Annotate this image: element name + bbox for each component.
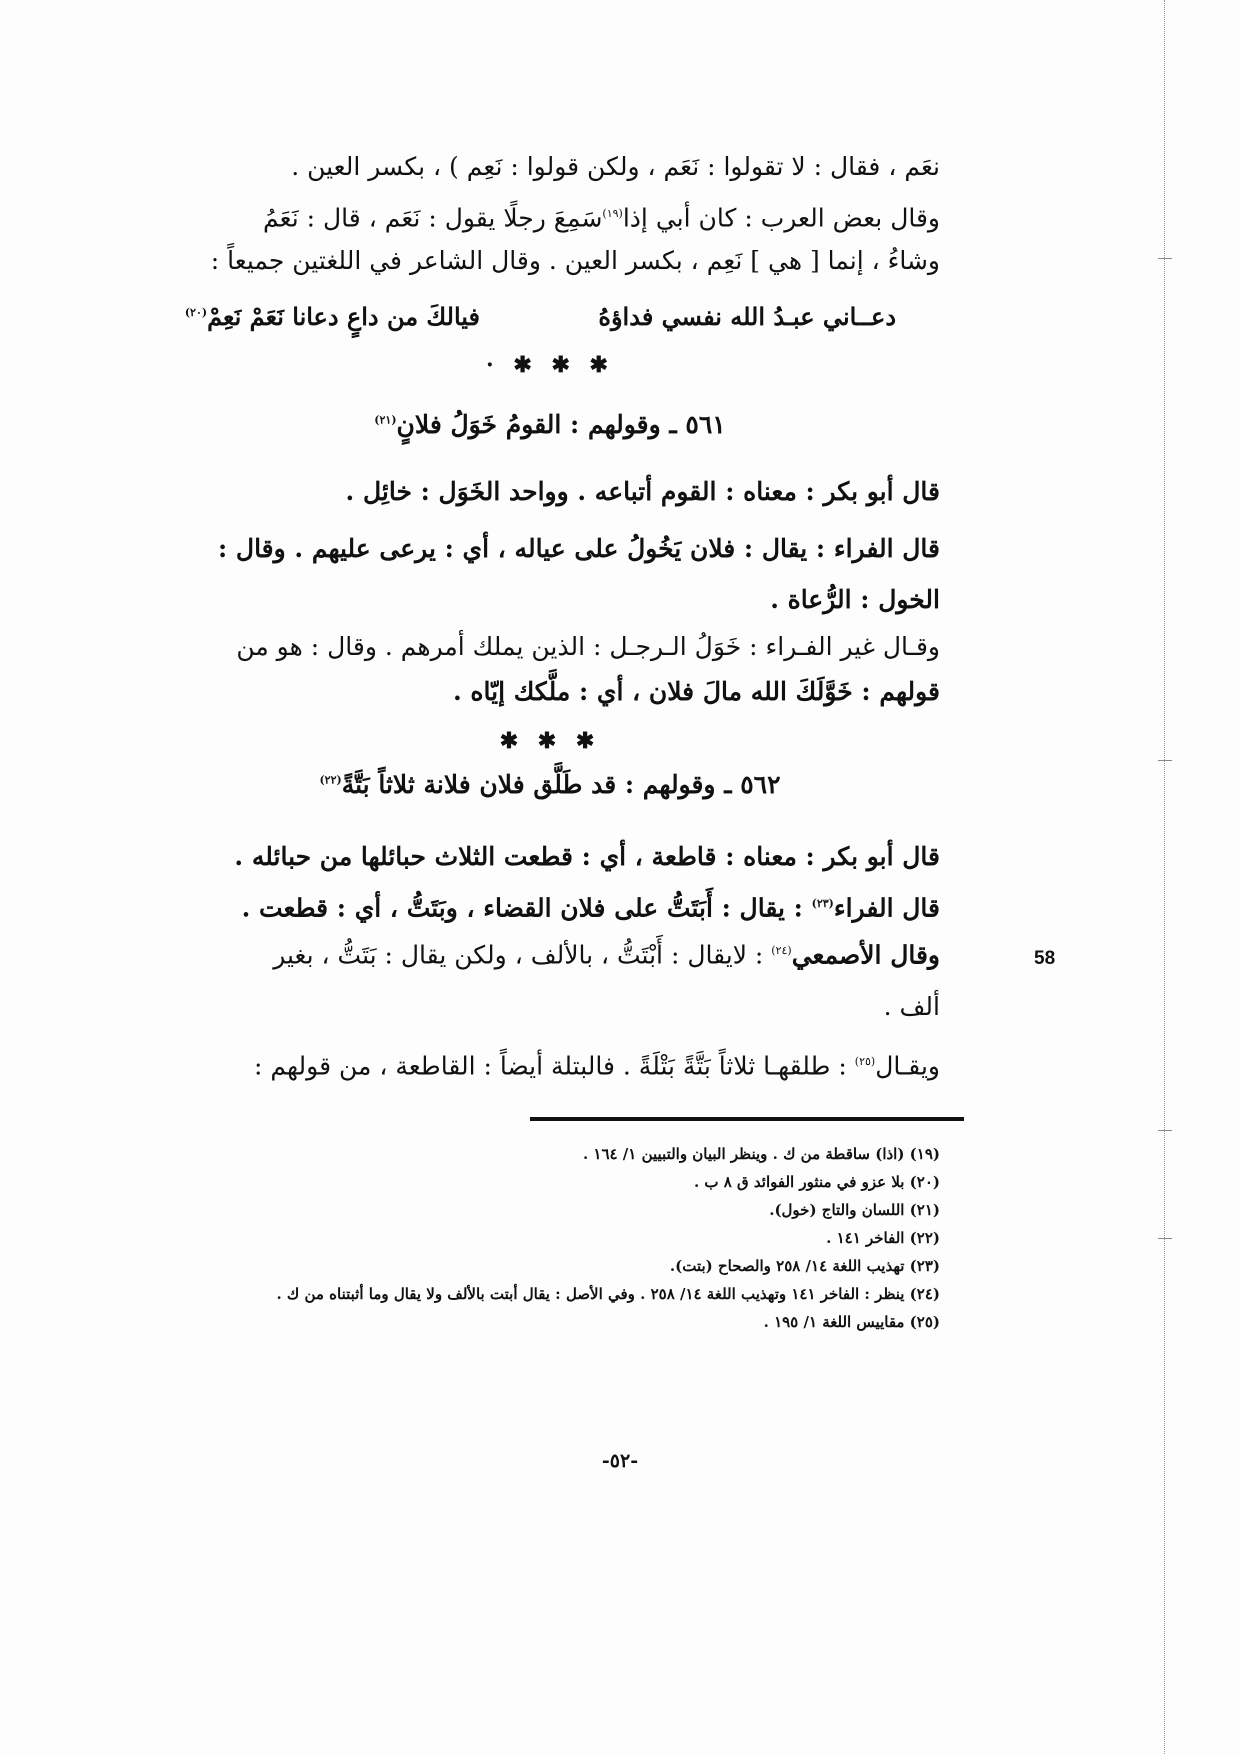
side-page-number: 58 <box>1034 948 1056 969</box>
section-separator: · ✱ ✱ ✱ <box>486 352 614 378</box>
footnote-ref: (٢٣) <box>811 897 834 910</box>
body-line <box>263 197 940 235</box>
body-line-part: : طلقهـا ثلاثاً بَتَّةً بَتْلَةً . فالبتلة أيضاً : القاطعة ، من قولهم : <box>254 1051 847 1081</box>
page-number: -٥٢- <box>601 1450 639 1472</box>
footnote-item: (٢٣) تهذيب اللغة ١٤/ ٢٥٨ والصحاح (بتت). <box>669 1257 940 1275</box>
body-line: الخول : الرُّعاة . <box>770 585 940 614</box>
body-line-part: : يقال : أَبَتَتُّ على فلان القضاء ، وبَتَتُّ ، أي : قطعت . <box>241 893 803 923</box>
body-line: قال أبو بكر : معناه : قاطعة ، أي : قطعت الثلاث حبائلها من حبائله . <box>234 842 940 871</box>
body-line <box>273 934 940 972</box>
section-separator: ✱ ✱ ✱ <box>499 728 601 754</box>
body-line: وقـال غير الفـراء : خَوَلُ الـرجـل : الذين يملك أمرهم . وقال : هو من <box>236 632 940 661</box>
scan-edge-tick <box>1158 258 1172 259</box>
footnote-rule <box>530 1117 964 1121</box>
body-line-part: قال الفراء <box>833 893 940 923</box>
footnote-item: (٢١) اللسان والتاج (خول). <box>769 1201 940 1219</box>
footnote-item: (٢٠) بلا عزو في منثور الفوائد ق ٨ ب . <box>693 1173 940 1191</box>
body-line-part: : لايقال : أَبْتَتُّ ، بالألف ، ولكن يقال : بَتَتُّ ، بغير <box>273 940 764 970</box>
body-line: ألف . <box>883 992 940 1021</box>
footnote-item: (٢٥) مقاييس اللغة ١/ ١٩٥ . <box>763 1313 940 1331</box>
footnote-item: (١٩) (اذا) ساقطة من ك . وينظر البيان والتبيين ١/ ١٦٤ . <box>582 1145 940 1163</box>
body-line: وشاءُ ، إنما [ هي ] نَعِم ، بكسر العين . وقال الشاعر في اللغتين جميعاً : <box>210 246 940 275</box>
footnote-item: (٢٢) الفاخر ١٤١ . <box>826 1229 940 1247</box>
footnote-ref: (٢٥) <box>854 1055 876 1068</box>
heading-text: ٥٦٢ ـ وقولهم : قد طَلَّق فلان فلانة ثلاثاً بَتَّةً <box>341 770 781 799</box>
scan-edge-tick <box>1158 760 1172 761</box>
footnote-ref: (٢٤) <box>771 944 792 957</box>
verse-second-hemistich <box>185 302 480 331</box>
scan-edge-tick <box>1158 1238 1172 1239</box>
body-line-part: وقال الأصمعي <box>791 940 940 970</box>
body-line-part: وقال بعض العرب : كان أبي إذا <box>622 203 940 233</box>
verse-first-hemistich: دعــاني عبـدُ الله نفسي فداؤهُ <box>598 302 896 331</box>
heading-text: ٥٦١ ـ وقولهم : القومُ خَوَلُ فلانٍ <box>396 410 726 439</box>
body-line-part: سَمِعَ رجلًا يقول : نَعَم ، قال : نَعَمُ <box>263 203 603 233</box>
body-line <box>254 1045 940 1083</box>
footnote-ref: (٢٢) <box>319 773 342 787</box>
body-line <box>242 887 940 925</box>
body-line-part: ويقـال <box>875 1051 940 1081</box>
footnote-ref: (١٩) <box>602 207 623 220</box>
verse-second-text: فيالكَ من داعٍ دعانا نَعَمْ نَعِمْ <box>207 302 480 331</box>
footnote-ref: (٢٠) <box>184 306 208 319</box>
footnote-item: (٢٤) ينظر : الفاخر ١٤١ وتهذيب اللغة ١٤/ ٢٥٨ . وفي الأصل : يقال أبتت بالألف ولا يقال وما أثبتناه من ك . <box>276 1285 940 1303</box>
entry-heading-562 <box>0 770 1100 799</box>
body-line: نعَم ، فقال : لا تقولوا : نَعَم ، ولكن قولوا : نَعِم ) ، بكسر العين . <box>291 152 940 181</box>
scan-edge-tick <box>1158 1130 1172 1131</box>
footnote-ref: (٢١) <box>374 413 397 427</box>
body-line: قولهم : خَوَّلَكَ الله مالَ فلان ، أي : ملَّكك إيّاه . <box>453 677 940 706</box>
entry-heading-561 <box>0 410 1100 439</box>
scan-edge-line <box>1164 0 1165 1754</box>
body-line: قال الفراء : يقال : فلان يَخُولُ على عياله ، أي : يرعى عليهم . وقال : <box>217 534 940 563</box>
body-line: قال أبو بكر : معناه : القوم أتباعه . وواحد الخَوَل : خائِل . <box>345 477 940 506</box>
